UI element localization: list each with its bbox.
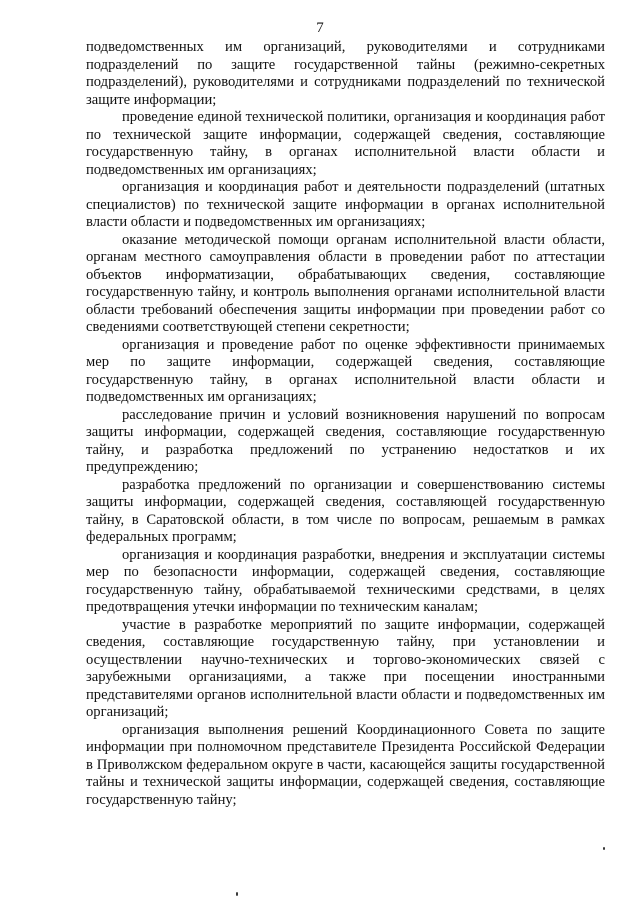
document-body xyxy=(86,39,605,809)
paragraph-coordination-of-units: организация и координация работ и деятельности подразделений (штатных специалистов) по технической защите информации в органах исполнительной власти области и подведомственных им организациях; xyxy=(86,179,605,230)
paragraph-unified-technical-policy: проведение единой технической политики, организация и координация работ по технической защите информации, содержащей сведения, составляющие государственную тайну, в органах исполнительной власти области и подведомственных им организациях; xyxy=(86,109,605,178)
paragraph-coordination-council: организация выполнения решений Координационного Совета по защите информации при полномочном представителе Президента Российской Федерации в Приволжском федеральном округе в части, касающейся защиты государственной тайны и технической защиты информации, содержащей сведения, составляющие государственную тайну; xyxy=(86,721,605,808)
paragraph-security-measures: организация и координация разработки, внедрения и эксплуатации системы мер по безопасности информации, содержащей сведения, составляющие государственную тайну, обрабатываемой техническими средствами, в целях предотвращения утечки информации по техническим каналам; xyxy=(86,546,605,615)
paragraph-violations-investigation: расследование причин и условий возникновения нарушений по вопросам защиты информации, содержащей сведения, составляющие государственную тайну, и разработка предложений по устранению недостатков и их предупреждению; xyxy=(86,406,605,475)
page-number: 7 xyxy=(316,20,324,36)
paragraph-system-improvement: разработка предложений по организации и совершенствованию системы защиты информации, содержащей сведения, составляющей государственную тайну, в Саратовской области, в том числе по вопросам, решаемым в рамках федеральных программ; xyxy=(86,476,605,545)
paragraph-continuation: подведомственных им организаций, руководителями и сотрудниками подразделений по защите государственной тайны (режимно-секретных подразделений), руководителями и сотрудниками подразделений по технической защите информации; xyxy=(86,39,605,108)
paragraph-foreign-relations: участие в разработке мероприятий по защите информации, содержащей сведения, составляющие государственную тайну, при установлении и осуществлении научно-технических и торгово-экономических связей с зарубежными организациями, а также при посещении иностранными представителями органов исполнительной власти области и подведомственных им организаций; xyxy=(86,616,605,720)
paragraph-effectiveness-assessment: организация и проведение работ по оценке эффективности принимаемых мер по защите информации, содержащей сведения, составляющие государственную тайну, в органах исполнительной власти области и подведомственных им организациях; xyxy=(86,336,605,405)
paragraph-methodical-assistance: оказание методической помощи органам исполнительной власти области, органам местного самоуправления области в проведении работ по аттестации объектов информатизации, обрабатывающих сведения, составляющие государственную тайну, и контроль выполнения органами исполнительной власти области требований обеспечения защиты информации при проведении работ со сведениями соответствующей степени секретности; xyxy=(86,231,605,335)
scan-speck-right xyxy=(603,847,605,850)
scan-speck-bottom xyxy=(236,892,238,896)
